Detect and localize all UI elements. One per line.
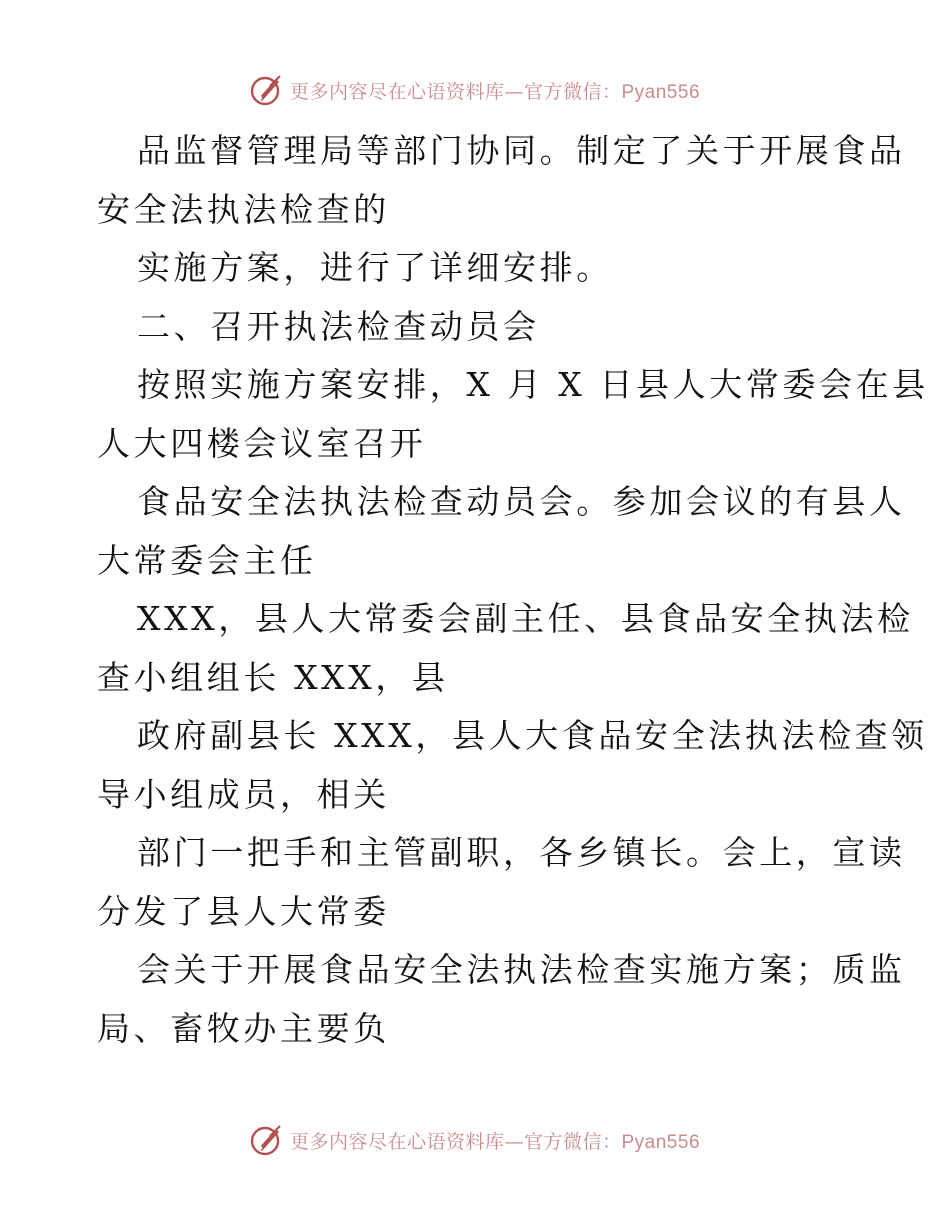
- watermark-wechat-id: Pyan556: [621, 1131, 701, 1153]
- watermark-wechat-id: Pyan556: [621, 81, 701, 103]
- watermark-text: [290, 77, 700, 104]
- footer-watermark-banner: [0, 1120, 950, 1160]
- quill-pen-logo-icon: [250, 1123, 284, 1157]
- paragraph-line: 大常委会主任: [97, 540, 317, 580]
- watermark-main-text: 更多内容尽在心语资料库: [289, 80, 505, 103]
- watermark-content: [250, 73, 700, 107]
- paragraph-line: 实施方案，进行了详细安排。: [137, 248, 613, 287]
- paragraph-line: 品监督管理局等部门协同。制定了关于开展食品: [137, 131, 906, 170]
- paragraph-line: 导小组成员，相关: [97, 774, 390, 814]
- paragraph-line: 食品安全法执法检查动员会。参加会议的有县人: [137, 482, 906, 521]
- header-watermark-banner: [0, 70, 950, 110]
- watermark-content: [250, 1123, 700, 1157]
- document-body: [97, 122, 929, 1058]
- paragraph-line: 部门一把手和主管副职，各乡镇长。会上，宣读: [137, 833, 906, 872]
- paragraph-line: 政府副县长 XXX，县人大食品安全法执法检查领: [137, 716, 928, 755]
- paragraph-line: 分发了县人大常委: [97, 891, 390, 931]
- section-heading: 二、召开执法检查动员会: [137, 306, 540, 346]
- paragraph-line: 会关于开展食品安全法执法检查实施方案；质监: [137, 950, 906, 989]
- paragraph-line: 局、畜牧办主要负: [97, 1008, 390, 1048]
- paragraph-line: 查小组组长 XXX，县: [97, 657, 449, 697]
- paragraph-line: 按照实施方案安排，X 月 X 日县人大常委会在县: [137, 365, 929, 404]
- watermark-text: [290, 1127, 700, 1154]
- quill-pen-logo-icon: [250, 73, 284, 107]
- paragraph-line: 人大四楼会议室召开: [97, 423, 427, 463]
- watermark-separator: —: [504, 80, 524, 103]
- watermark-wechat-label: 官方微信：: [523, 80, 622, 103]
- paragraph-line: 安全法执法检查的: [97, 189, 390, 229]
- paragraph-line: XXX，县人大常委会副主任、县食品安全执法检: [137, 599, 914, 638]
- watermark-separator: —: [504, 1130, 524, 1153]
- watermark-main-text: 更多内容尽在心语资料库: [289, 1130, 505, 1153]
- watermark-wechat-label: 官方微信：: [523, 1130, 622, 1153]
